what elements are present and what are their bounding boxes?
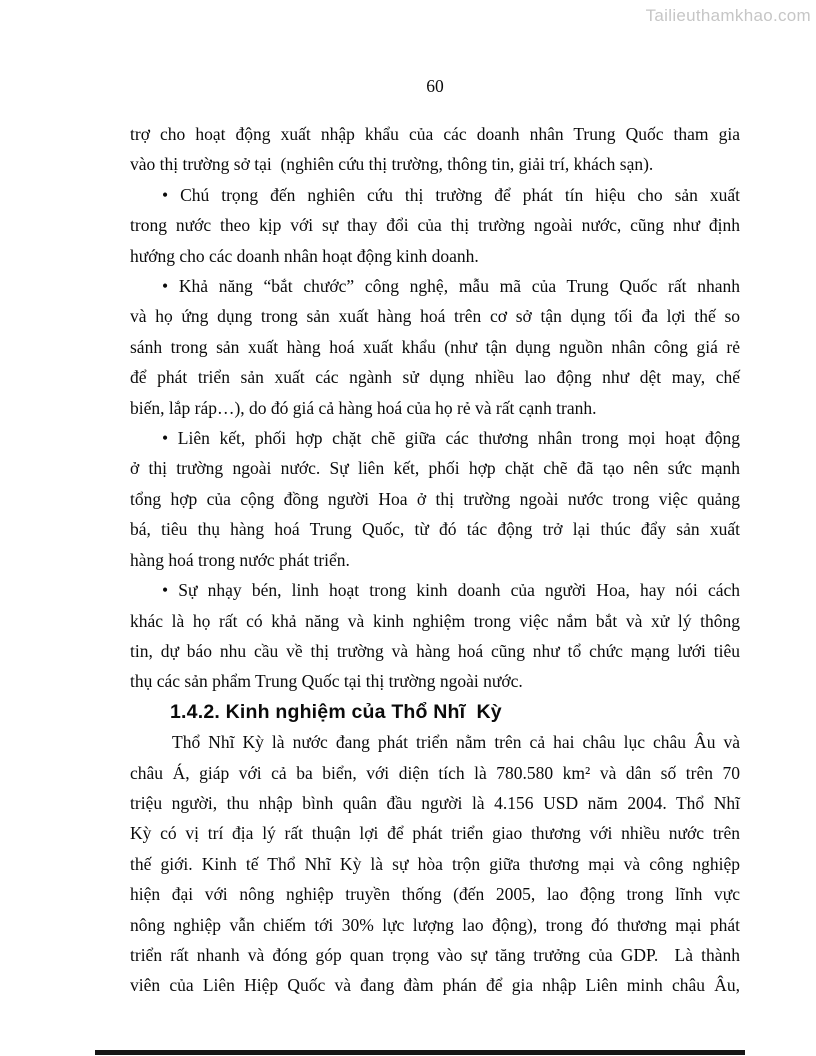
text-line: nông nghiệp vẫn chiếm tới 30% lực lượng lao động), trong đó thương mại phát [130, 914, 740, 935]
text-line: Thổ Nhĩ Kỳ là nước đang phát triển nằm trên cả hai châu lục châu Âu và [172, 732, 740, 753]
text-line: hàng hoá trong nước phát triển. [130, 549, 350, 570]
text-line: • Sự nhạy bén, linh hoạt trong kinh doanh của người Hoa, hay nói cách [162, 580, 740, 601]
heading-line: 1.4.2. Kinh nghiệm của Thổ Nhĩ Kỳ [170, 700, 502, 723]
text-line: thế giới. Kinh tế Thổ Nhĩ Kỳ là sự hòa trộn giữa thương mại và công nghiệp [130, 853, 740, 874]
text-block [130, 119, 740, 1001]
bullet-paragraph [130, 271, 740, 423]
text-line: • Chú trọng đến nghiên cứu thị trường để phát tín hiệu cho sản xuất [162, 184, 740, 205]
bullet-paragraph [130, 423, 740, 575]
paragraph [130, 727, 740, 1001]
page-number: 60 [426, 76, 444, 96]
text-line: trong nước theo kịp với sự thay đổi của thị trường ngoài nước, cũng như định [130, 215, 740, 236]
page-bottom-rule [95, 1050, 745, 1055]
text-line: châu Á, giáp với cả ba biển, với diện tích là 780.580 km² và dân số trên 70 [130, 762, 740, 783]
text-line: Kỳ có vị trí địa lý rất thuận lợi để phát triển giao thương với nhiều nước trên [130, 823, 740, 844]
text-line: thụ các sản phẩm Trung Quốc tại thị trường ngoài nước. [130, 671, 523, 692]
bullet-paragraph [130, 575, 740, 697]
text-line: biến, lắp ráp…), do đó giá cả hàng hoá của họ rẻ và rất cạnh tranh. [130, 397, 597, 418]
watermark: Tailieuthamkhao.com [645, 6, 811, 25]
text-line: • Liên kết, phối hợp chặt chẽ giữa các thương nhân trong mọi hoạt động [162, 428, 740, 449]
text-line: để phát triển sản xuất các ngành sử dụng nhiều lao động như dệt may, chế [130, 367, 740, 388]
text-line: triển rất nhanh và đóng góp quan trọng vào sự tăng trưởng của GDP. Là thành [130, 944, 740, 965]
text-line: và họ ứng dụng trong sản xuất hàng hoá trên cơ sở tận dụng tối đa lợi thế so [130, 306, 740, 327]
text-line: khác là họ rất có khả năng và kinh nghiệm trong việc nắm bắt và xử lý thông [130, 610, 740, 631]
text-line: vào thị trường sở tại (nghiên cứu thị trường, thông tin, giải trí, khách sạn). [130, 154, 654, 175]
bullet-paragraph [130, 180, 740, 271]
text-line: trợ cho hoạt động xuất nhập khẩu của các doanh nhân Trung Quốc tham gia [130, 124, 740, 144]
text-line: bá, tiêu thụ hàng hoá Trung Quốc, từ đó tác động trở lại thúc đẩy sản xuất [130, 519, 740, 540]
text-line: hiện đại với nông nghiệp truyền thống (đến 2005, lao động trong lĩnh vực [130, 884, 740, 905]
text-line: tin, dự báo nhu cầu về thị trường và hàng hoá cũng như tổ chức mạng lưới tiêu [130, 640, 740, 661]
paragraph [130, 119, 740, 180]
text-line: hướng cho các doanh nhân hoạt động kinh doanh. [130, 245, 479, 266]
section-heading [130, 697, 740, 727]
text-line: • Khả năng “bắt chước” công nghệ, mẫu mã của Trung Quốc rất nhanh [162, 276, 740, 297]
text-line: triệu người, thu nhập bình quân đầu người là 4.156 USD năm 2004. Thổ Nhĩ [130, 792, 740, 813]
text-line: viên của Liên Hiệp Quốc và đang đàm phán để gia nhập Liên minh châu Âu, [130, 975, 740, 996]
text-line: tổng hợp của cộng đồng người Hoa ở thị trường ngoài nước trong việc quảng [130, 488, 740, 509]
text-line: sánh trong sản xuất hàng hoá xuất khẩu (như tận dụng nguồn nhân công giá rẻ [130, 336, 740, 357]
text-line: ở thị trường ngoài nước. Sự liên kết, phối hợp chặt chẽ đã tạo nên sức mạnh [130, 458, 740, 479]
